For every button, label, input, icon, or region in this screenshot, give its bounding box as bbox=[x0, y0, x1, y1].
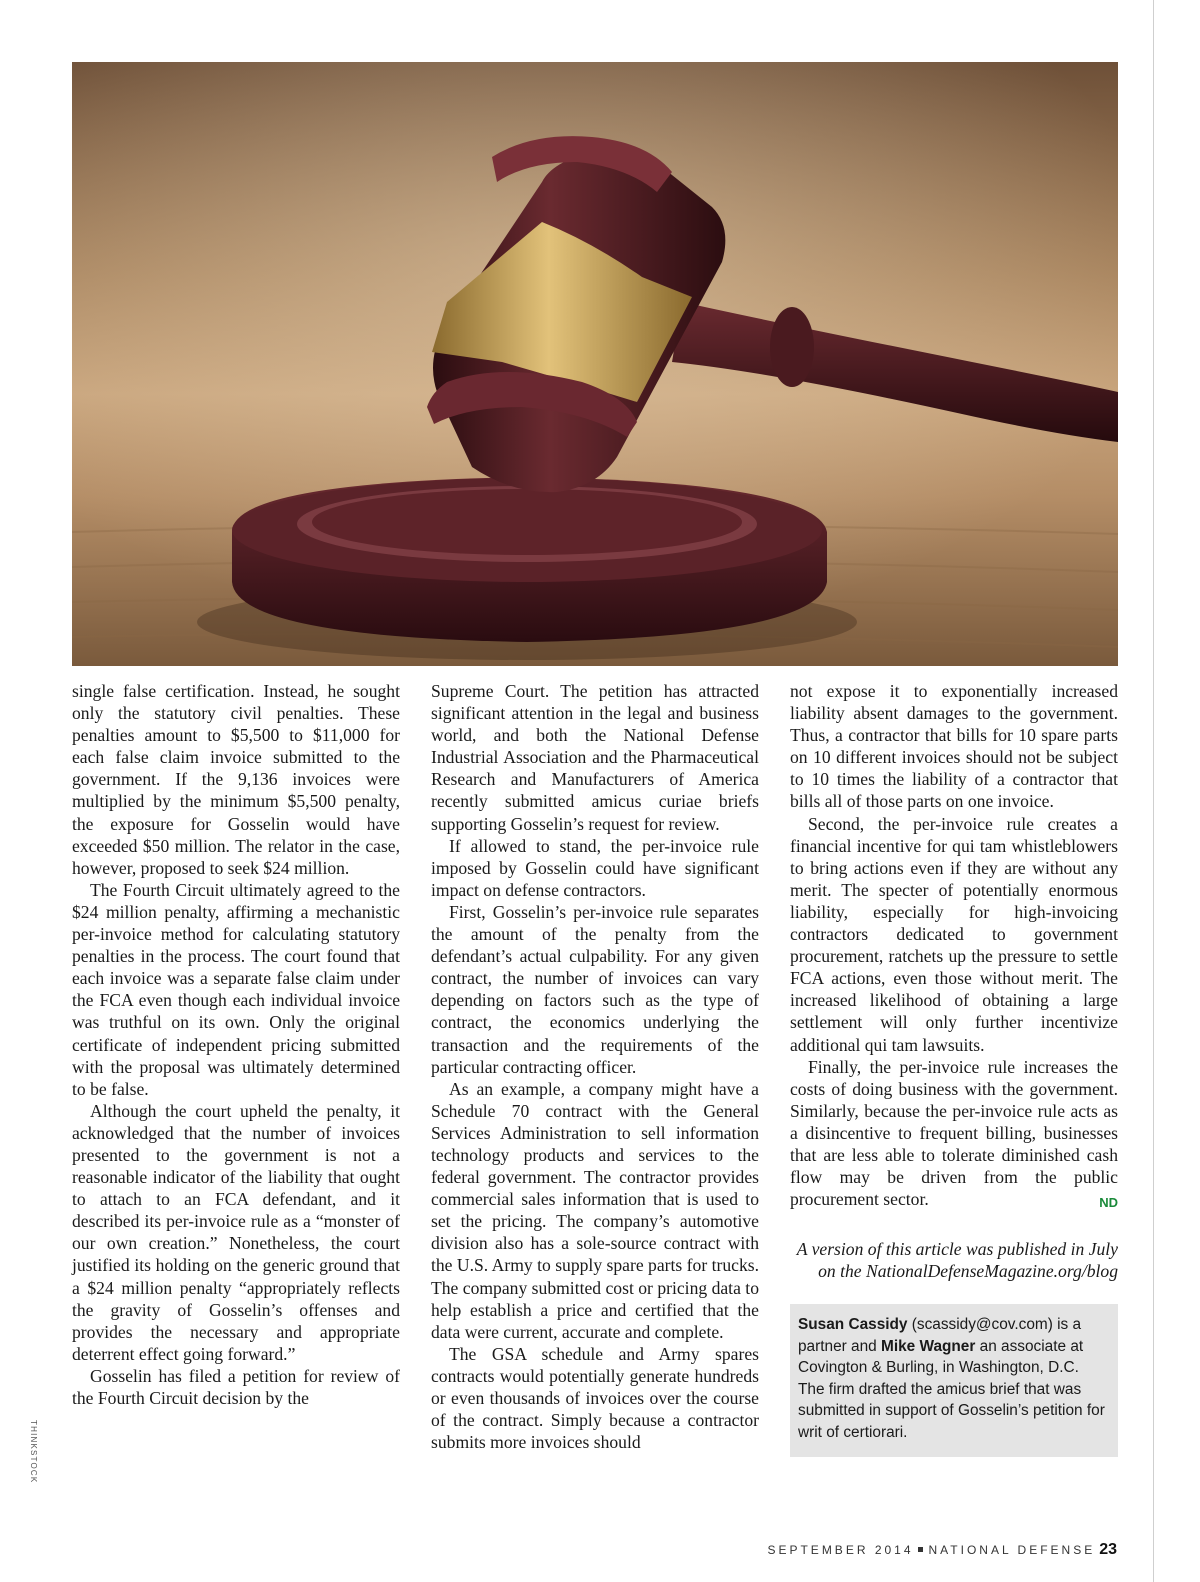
footer-date: SEPTEMBER 2014 bbox=[767, 1543, 914, 1557]
page-footer bbox=[767, 1541, 1117, 1559]
paragraph-text: Finally, the per-invoice rule increases the costs of doing business with the government. Similarly, because the per-invoice rule acts as a disincentive to frequent billing, businesses that are less able to tolerate diminished cash flow may be driven from the public procurement sector. bbox=[790, 1056, 1118, 1210]
gavel-photo bbox=[72, 62, 1118, 666]
author-bio-box bbox=[790, 1304, 1118, 1457]
author-name-2: Mike Wagner bbox=[881, 1337, 976, 1355]
article-column-2 bbox=[431, 680, 759, 1453]
article-column-1 bbox=[72, 680, 400, 1409]
paragraph: If allowed to stand, the per-invoice rule imposed by Gosselin could have significant impact on defense contractors. bbox=[431, 835, 759, 900]
paragraph: Gosselin has filed a petition for review of the Fourth Circuit decision by the bbox=[72, 1365, 400, 1408]
paragraph: As an example, a company might have a Schedule 70 contract with the General Services Administration to sell information technology products and services to the federal government. The contractor provides commercial sales information that is used to set the pricing. The company’s automotive division also has a sole-source contract with the U.S. Army to supply spare parts for trucks. The company submitted cost or pricing data to help establish a price and certified that the data were current, accurate and complete. bbox=[431, 1078, 759, 1342]
paragraph: The GSA schedule and Army spares contracts would potentially generate hundreds or even thousands of invoices over the course of the contract. Simply because a contractor submits more invoices should bbox=[431, 1343, 759, 1453]
bio-text-1: (scassidy@cov.com) is a partner and bbox=[798, 1316, 1082, 1355]
page-number: 23 bbox=[1099, 1541, 1117, 1558]
web-version-note: A version of this article was published in July on the NationalDefenseMagazine.org/blog bbox=[796, 1239, 1118, 1282]
bio-text-2: an associate at Covington & Burling, in Washington, D.C. The firm drafted the amicus brief that was submitted in support of Gosselin’s petition for writ of certiorari. bbox=[798, 1337, 1105, 1441]
paragraph: The Fourth Circuit ultimately agreed to the $24 million penalty, affirming a mechanistic per-invoice method for calculating statutory penalties in the process. The court found that each invoice was a separate false claim under the FCA even though each individual invoice was truthful on its own. Only the original certificate of independent pricing submitted with the proposal was ultimately determined to be false. bbox=[72, 879, 400, 1099]
page-edge-rule bbox=[1153, 0, 1154, 1582]
paragraph: Although the court upheld the penalty, it acknowledged that the number of invoices presented to the government is not a reasonable indicator of the liability that ought to attach to an FCA defendant, and it described its per-invoice rule as a “monster of our own creation.” Nonetheless, the court justified its holding on the generic ground that a $24 million penalty “appropriately reflects the gravity of Gosselin’s offenses and provides the necessary and appropriate deterrent effect going forward.” bbox=[72, 1100, 400, 1364]
paragraph: not expose it to exponentially increased liability absent damages to the government. Thus, a contractor that bills for 10 spare parts on 10 different invoices should not be subject to 10 times the liability of a contractor that bills all of those parts on one invoice. bbox=[790, 681, 1118, 812]
paragraph-last bbox=[790, 1056, 1118, 1211]
paragraph: First, Gosselin’s per-invoice rule separates the amount of the penalty from the defendant’s actual culpability. For any given contract, the number of invoices can vary depending on factors such as the type of contract, the economics underlying the transaction and the requirements of the particular contracting officer. bbox=[431, 901, 759, 1077]
end-mark: ND bbox=[1099, 1195, 1118, 1211]
gavel-illustration bbox=[72, 62, 1118, 666]
article-column-3 bbox=[790, 680, 1118, 1457]
bullet-separator-icon bbox=[918, 1547, 923, 1552]
paragraph: single false certification. Instead, he sought only the statutory civil penalties. These penalties amount to $5,500 to $11,000 for each false claim invoice submitted to the government. If the 9,136 invoices were multiplied by the minimum $5,500 penalty, the exposure for Gosselin would have exceeded $50 million. The relator in the case, however, proposed to seek $24 million. bbox=[72, 681, 400, 878]
author-name-1: Susan Cassidy bbox=[798, 1316, 908, 1334]
footer-magazine: NATIONAL DEFENSE bbox=[928, 1543, 1096, 1557]
paragraph: Second, the per-invoice rule creates a financial incentive for qui tam whistleblowers to bring actions even if they are without any merit. The specter of potentially enormous liability, especially for high-invoicing contractors dedicated to government procurement, ratchets up the pressure to settle FCA actions, even those without merit. The increased likelihood of obtaining a large settlement will only further incentivize additional qui tam lawsuits. bbox=[790, 813, 1118, 1055]
paragraph: Supreme Court. The petition has attracted significant attention in the legal and business world, and both the National Defense Industrial Association and the Pharmaceutical Research and Manufacturers of America recently submitted amicus curiae briefs supporting Gosselin’s request for review. bbox=[431, 681, 759, 834]
photo-credit: THINKSTOCK bbox=[29, 1420, 38, 1484]
